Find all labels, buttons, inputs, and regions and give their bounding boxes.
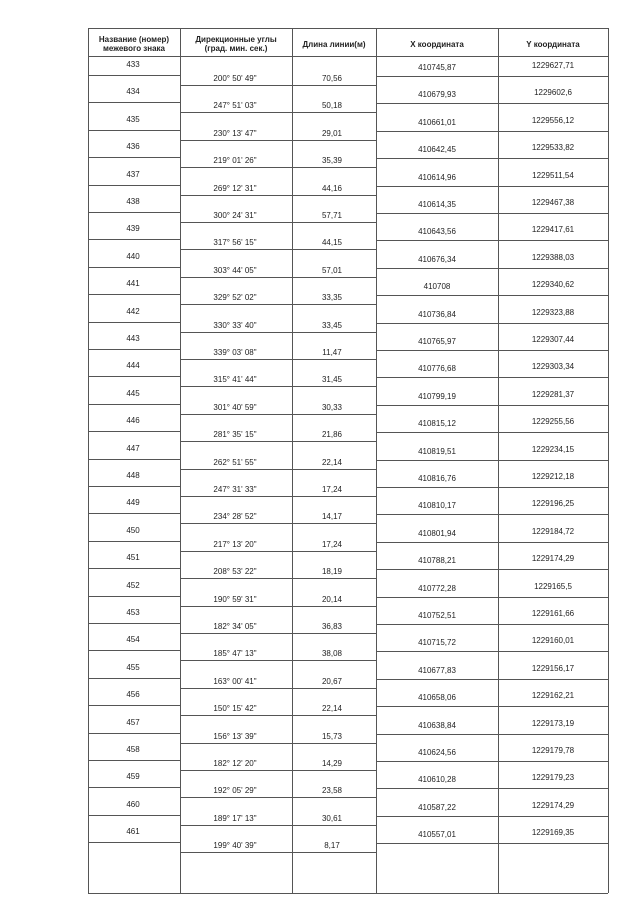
row-separator — [376, 186, 608, 187]
point-x: 410745,87 — [418, 63, 456, 72]
segment-angle: 230° 13' 47" — [213, 128, 257, 138]
segment-length: 30,33 — [321, 402, 343, 412]
point-y: 1229173,19 — [531, 718, 575, 728]
point-y: 1229179,23 — [531, 773, 575, 783]
segment-length: 50,18 — [321, 101, 343, 111]
point-x: 410752,51 — [418, 611, 456, 620]
row-separator — [376, 514, 608, 515]
point-name: 437 — [126, 169, 140, 179]
row-separator — [180, 770, 376, 771]
point-name: 461 — [126, 827, 140, 837]
segment-length: 35,39 — [321, 156, 343, 166]
segment-length: 8,17 — [324, 841, 340, 851]
row-separator — [376, 542, 608, 543]
point-x: 410658,06 — [418, 693, 456, 703]
segment-length: 20,14 — [321, 594, 343, 604]
row-separator — [88, 650, 180, 651]
point-name: 450 — [126, 525, 140, 535]
point-y: 1229184,72 — [531, 526, 575, 536]
segment-angle: 339° 03' 08" — [213, 348, 257, 357]
row-separator — [88, 678, 180, 679]
point-y: 1229417,61 — [531, 225, 575, 235]
point-name: 439 — [126, 224, 140, 234]
point-x: 410679,93 — [418, 90, 456, 100]
column-border — [608, 28, 609, 893]
point-y: 1229169,35 — [531, 828, 575, 838]
segment-length: 44,15 — [321, 238, 343, 248]
segment-angle: 234° 28' 52" — [213, 512, 257, 522]
point-name: 447 — [126, 443, 140, 453]
point-x: 410614,96 — [418, 172, 456, 182]
segment-length: 38,08 — [321, 649, 343, 659]
segment-angle: 219° 01' 26" — [213, 156, 257, 166]
point-name: 442 — [126, 306, 140, 316]
row-separator — [88, 842, 180, 843]
point-y: 1229388,03 — [531, 252, 575, 262]
row-separator — [88, 760, 180, 761]
point-name: 451 — [126, 553, 140, 563]
row-separator — [376, 843, 608, 844]
row-separator — [180, 797, 376, 798]
row-separator — [88, 459, 180, 460]
point-y: 1229533,82 — [531, 143, 575, 153]
segment-angle: 281° 35' 15" — [213, 430, 257, 440]
segment-length: 70,56 — [321, 74, 343, 83]
row-separator — [180, 469, 376, 470]
row-separator — [376, 706, 608, 707]
row-separator — [88, 705, 180, 706]
row-separator — [376, 295, 608, 296]
point-name: 446 — [126, 416, 140, 426]
point-name: 452 — [126, 580, 140, 590]
point-x: 410819,51 — [418, 446, 456, 456]
point-x: 410614,35 — [418, 200, 456, 209]
row-separator — [88, 239, 180, 240]
segment-angle: 329° 52' 02" — [213, 293, 257, 303]
segment-angle: 317° 56' 15" — [213, 238, 257, 248]
segment-angle: 185° 47' 13" — [213, 649, 257, 659]
row-separator — [88, 815, 180, 816]
row-separator — [376, 734, 608, 735]
point-name: 453 — [126, 608, 140, 617]
segment-angle: 150° 15' 42" — [213, 704, 257, 714]
segment-angle: 247° 51' 03" — [213, 101, 257, 111]
row-separator — [88, 376, 180, 377]
segment-length: 11,47 — [322, 348, 342, 357]
segment-angle: 301° 40' 59" — [213, 402, 257, 412]
row-separator — [180, 715, 376, 716]
point-y: 1229161,66 — [531, 609, 575, 618]
row-separator — [180, 195, 376, 196]
row-separator — [376, 350, 608, 351]
point-x: 410676,34 — [418, 254, 456, 264]
segment-length: 57,71 — [321, 211, 343, 220]
row-separator — [376, 240, 608, 241]
segment-length: 57,01 — [321, 265, 343, 275]
row-separator — [88, 75, 180, 76]
row-separator — [180, 523, 376, 524]
point-x: 410736,84 — [418, 309, 456, 319]
segment-angle: 199° 40' 39" — [213, 841, 257, 851]
segment-length: 31,45 — [321, 375, 343, 385]
point-name: 457 — [126, 717, 140, 727]
point-name: 458 — [126, 745, 140, 754]
row-separator — [180, 112, 376, 113]
point-name: 460 — [126, 799, 140, 809]
point-y: 1229281,37 — [531, 389, 575, 399]
point-x: 410772,28 — [418, 583, 456, 593]
point-name: 438 — [126, 197, 140, 206]
row-separator — [376, 460, 608, 461]
row-separator — [376, 816, 608, 817]
segment-angle: 208° 53' 22" — [213, 567, 257, 577]
segment-length: 44,16 — [321, 183, 343, 193]
point-name: 434 — [126, 87, 140, 97]
point-y: 1229556,12 — [531, 115, 575, 125]
row-separator — [180, 85, 376, 86]
row-separator — [180, 688, 376, 689]
point-x: 410610,28 — [418, 775, 456, 785]
point-x: 410776,68 — [418, 364, 456, 374]
row-separator — [88, 513, 180, 514]
table-bottom-border — [88, 893, 608, 894]
row-separator — [180, 496, 376, 497]
point-y: 1229602,6 — [534, 88, 572, 98]
header-angles: Дирекционные углы (град. мин. сек.) — [195, 35, 277, 53]
row-separator — [376, 569, 608, 570]
point-y: 1229174,29 — [531, 800, 575, 810]
row-separator — [376, 761, 608, 762]
point-x: 410816,76 — [418, 474, 456, 483]
row-separator — [180, 660, 376, 661]
segment-length: 17,24 — [321, 485, 343, 494]
row-separator — [376, 76, 608, 77]
point-y: 1229627,71 — [531, 61, 575, 70]
point-name: 436 — [126, 142, 140, 152]
point-y: 1229156,17 — [531, 663, 575, 673]
segment-angle: 192° 05' 29" — [213, 786, 257, 796]
point-name: 448 — [126, 471, 140, 480]
point-y: 1229255,56 — [531, 417, 575, 427]
row-separator — [376, 651, 608, 652]
segment-length: 20,67 — [321, 676, 343, 686]
point-y: 1229511,54 — [532, 170, 574, 180]
table-top-border — [88, 28, 608, 29]
point-y: 1229467,38 — [531, 198, 575, 207]
segment-length: 18,19 — [321, 567, 343, 577]
segment-length: 14,17 — [321, 512, 343, 522]
point-y: 1229307,44 — [531, 335, 575, 344]
segment-length: 21,86 — [321, 430, 343, 440]
point-x: 410708 — [423, 282, 451, 292]
point-y: 1229174,29 — [531, 554, 575, 564]
segment-length: 15,73 — [321, 731, 343, 741]
point-name: 440 — [126, 251, 140, 261]
row-separator — [376, 788, 608, 789]
point-name: 441 — [126, 279, 140, 289]
row-separator — [180, 441, 376, 442]
point-name: 435 — [126, 114, 140, 124]
segment-angle: 303° 44' 05" — [213, 265, 257, 275]
row-separator — [376, 679, 608, 680]
point-x: 410799,19 — [418, 391, 456, 401]
point-name: 459 — [126, 772, 140, 782]
row-separator — [180, 606, 376, 607]
row-separator — [180, 140, 376, 141]
point-x: 410557,01 — [418, 830, 456, 840]
row-separator — [88, 130, 180, 131]
segment-length: 17,24 — [321, 539, 343, 549]
segment-angle: 330° 33' 40" — [213, 320, 257, 330]
row-separator — [88, 733, 180, 734]
header-y: Y координата — [526, 40, 580, 49]
segment-angle: 163° 00' 41" — [213, 676, 257, 686]
row-separator — [180, 277, 376, 278]
row-separator — [88, 322, 180, 323]
point-x: 410815,12 — [418, 419, 456, 429]
segment-length: 22,14 — [321, 704, 343, 714]
point-name: 433 — [126, 60, 140, 69]
row-separator — [180, 825, 376, 826]
point-name: 455 — [126, 662, 140, 672]
point-x: 410661,01 — [418, 117, 456, 127]
point-y: 1229340,62 — [531, 280, 575, 290]
row-separator — [180, 414, 376, 415]
segment-length: 14,29 — [321, 759, 343, 768]
row-separator — [88, 486, 180, 487]
segment-length: 30,61 — [321, 813, 343, 823]
point-y: 1229323,88 — [531, 307, 575, 317]
point-y: 1229303,34 — [531, 362, 575, 372]
segment-angle: 269° 12' 31" — [213, 183, 257, 193]
point-x: 410624,56 — [418, 748, 456, 757]
row-separator — [88, 623, 180, 624]
segment-angle: 190° 59' 31" — [213, 594, 257, 604]
row-separator — [88, 102, 180, 103]
row-separator — [180, 743, 376, 744]
segment-angle: 217° 13' 20" — [213, 539, 257, 549]
point-name: 454 — [126, 635, 140, 645]
segment-length: 22,14 — [321, 457, 343, 467]
row-separator — [180, 249, 376, 250]
row-separator — [376, 158, 608, 159]
point-x: 410788,21 — [418, 556, 456, 566]
header-x: X координата — [410, 40, 464, 49]
point-x: 410677,83 — [418, 665, 456, 675]
row-separator — [180, 551, 376, 552]
row-separator — [376, 103, 608, 104]
row-separator — [376, 487, 608, 488]
row-separator — [180, 167, 376, 168]
row-separator — [88, 404, 180, 405]
header-length: Длина линии(м) — [302, 40, 366, 49]
segment-angle: 200° 50' 49" — [213, 74, 257, 83]
row-separator — [376, 405, 608, 406]
point-x: 410643,56 — [418, 227, 456, 237]
point-x: 410715,72 — [418, 638, 456, 648]
row-separator — [180, 222, 376, 223]
segment-angle: 189° 17' 13" — [213, 813, 257, 823]
point-y: 1229162,21 — [531, 691, 575, 701]
row-separator — [180, 359, 376, 360]
point-x: 410642,45 — [418, 145, 456, 155]
point-x: 410810,17 — [418, 501, 456, 511]
segment-angle: 247° 31' 33" — [213, 485, 257, 494]
row-separator — [376, 131, 608, 132]
row-separator — [88, 541, 180, 542]
point-name: 449 — [126, 498, 140, 508]
row-separator — [88, 431, 180, 432]
row-separator — [376, 377, 608, 378]
segment-angle: 315° 41' 44" — [213, 375, 257, 385]
point-y: 1229160,01 — [531, 636, 575, 646]
segment-angle: 182° 34' 05" — [213, 622, 257, 631]
row-separator — [180, 852, 376, 853]
segment-angle: 300° 24' 31" — [213, 211, 257, 220]
point-x: 410801,94 — [418, 528, 456, 538]
point-name: 444 — [126, 361, 140, 371]
row-separator — [180, 633, 376, 634]
row-separator — [376, 323, 608, 324]
point-name: 456 — [126, 690, 140, 700]
segment-length: 33,45 — [321, 320, 343, 330]
row-separator — [88, 568, 180, 569]
row-separator — [376, 268, 608, 269]
row-separator — [376, 432, 608, 433]
row-separator — [376, 624, 608, 625]
point-name: 443 — [126, 334, 140, 343]
point-name: 445 — [126, 388, 140, 398]
row-separator — [180, 386, 376, 387]
point-x: 410638,84 — [418, 720, 456, 730]
row-separator — [180, 304, 376, 305]
header-name: Название (номер) межевого знака — [98, 35, 170, 53]
point-y: 1229212,18 — [531, 472, 575, 481]
row-separator — [180, 578, 376, 579]
segment-angle: 156° 13' 39" — [213, 731, 257, 741]
row-separator — [88, 212, 180, 213]
segment-length: 29,01 — [321, 128, 343, 138]
point-y: 1229196,25 — [531, 499, 575, 509]
segment-angle: 182° 12' 20" — [213, 759, 257, 768]
row-separator — [180, 332, 376, 333]
row-separator — [88, 185, 180, 186]
row-separator — [88, 787, 180, 788]
row-separator — [88, 157, 180, 158]
row-separator — [88, 596, 180, 597]
header-bottom-border — [88, 56, 608, 57]
segment-length: 33,35 — [321, 293, 343, 303]
row-separator — [88, 349, 180, 350]
row-separator — [376, 213, 608, 214]
point-y: 1229179,78 — [531, 746, 575, 755]
point-x: 410765,97 — [418, 337, 456, 346]
point-y: 1229165,5 — [534, 581, 572, 591]
point-x: 410587,22 — [418, 802, 456, 812]
point-y: 1229234,15 — [531, 444, 575, 454]
row-separator — [88, 294, 180, 295]
segment-angle: 262° 51' 55" — [213, 457, 257, 467]
segment-length: 23,58 — [321, 786, 343, 796]
row-separator — [376, 597, 608, 598]
row-separator — [88, 267, 180, 268]
segment-length: 36,83 — [321, 622, 343, 631]
